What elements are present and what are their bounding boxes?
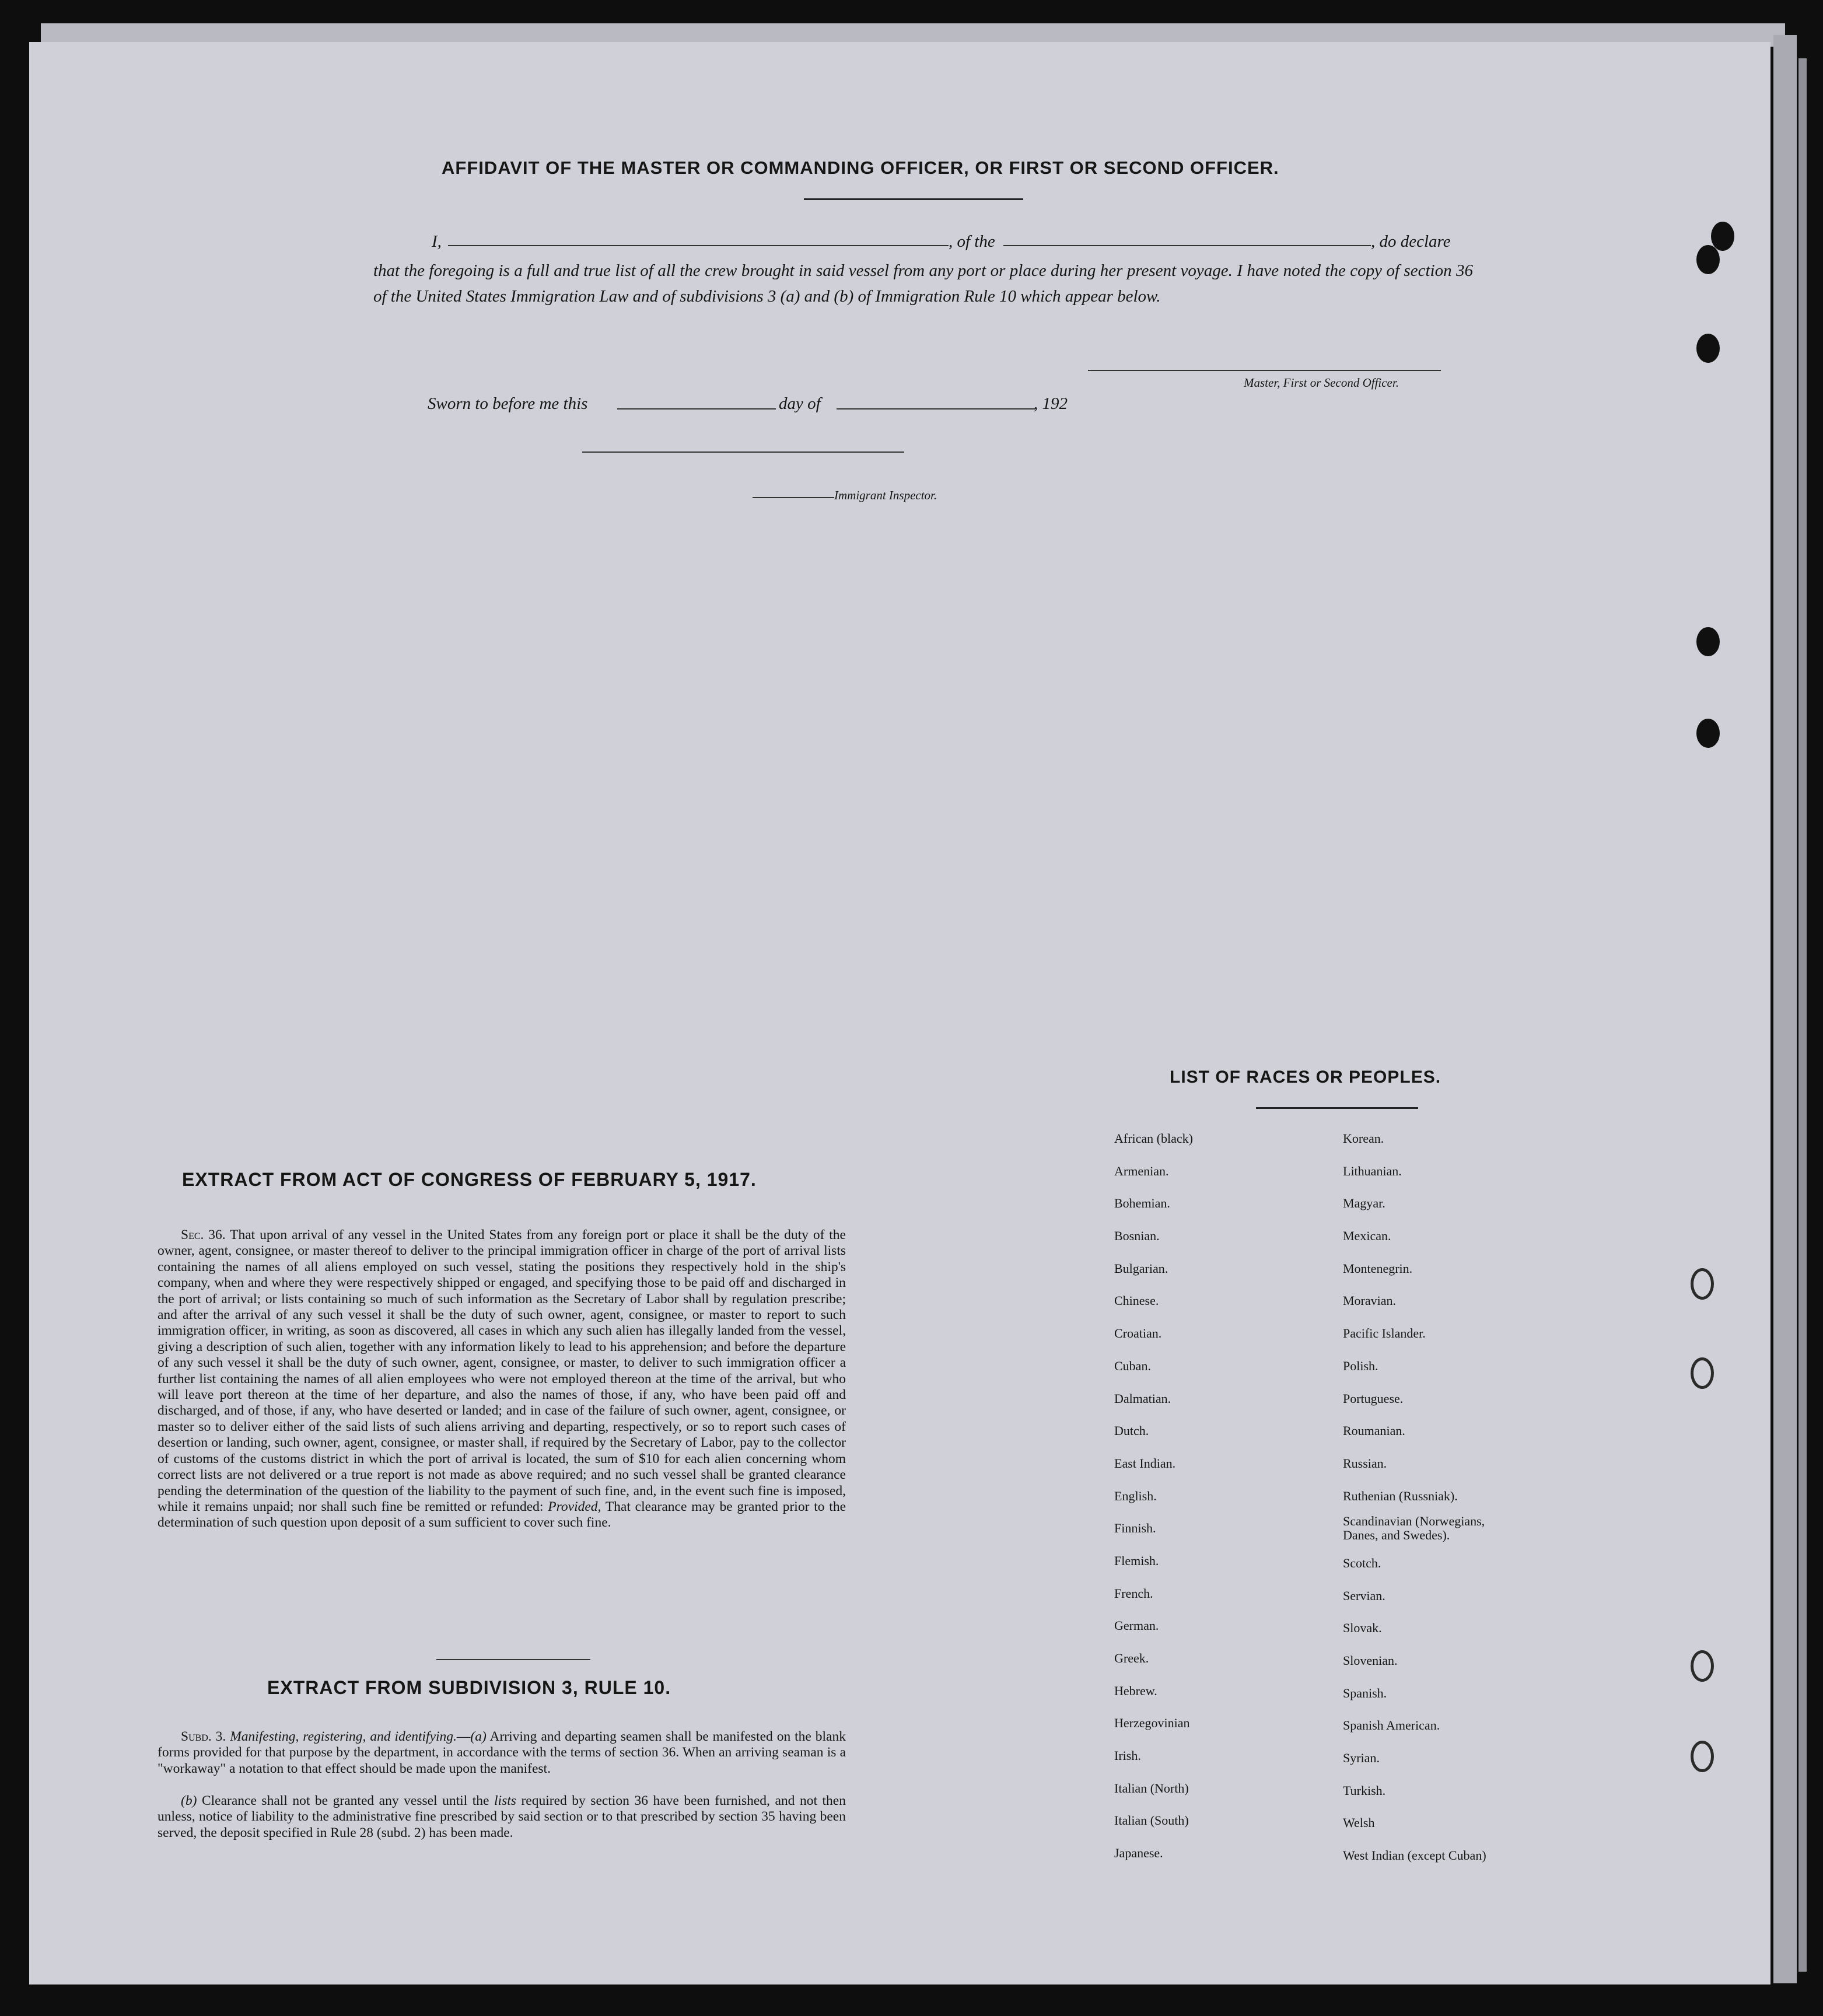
race-item: Chinese. — [1114, 1293, 1159, 1308]
race-item: Italian (South) — [1114, 1813, 1189, 1828]
race-item: Armenian. — [1114, 1163, 1169, 1178]
punch-hole — [1711, 222, 1734, 251]
race-item: Syrian. — [1343, 1751, 1380, 1766]
signature-label: Master, First or Second Officer. — [1244, 376, 1399, 390]
name-blank-line[interactable] — [448, 245, 949, 246]
proviso-text: That clearance may be granted prior to the determination of such question upon deposit of a sum sufficient to cover such fine. — [158, 1499, 846, 1531]
race-item: German. — [1114, 1618, 1159, 1633]
race-item: Scotch. — [1343, 1555, 1381, 1570]
para-a-text: Arriving and departing seamen shall be manifested on the blank forms provided for that purpose by the department, in accordance with the terms of section 36. When an arriving seaman is a "workaway" a notation to that effect should be made upon the manifest. — [158, 1729, 846, 1776]
subd-heading: Manifesting, registering, and identifying. — [230, 1729, 457, 1744]
rule-extract-title: EXTRACT FROM SUBDIVISION 3, RULE 10. — [267, 1677, 671, 1698]
para-a-marker: (a) — [470, 1729, 487, 1744]
race-item: Croatian. — [1114, 1326, 1162, 1341]
race-item: Welsh — [1343, 1815, 1375, 1831]
punch-hole — [1696, 627, 1720, 656]
race-item: Irish. — [1114, 1748, 1141, 1763]
inspector-signature-line[interactable] — [582, 452, 904, 453]
race-item: Spanish American. — [1343, 1718, 1440, 1733]
race-item: Portuguese. — [1343, 1391, 1404, 1406]
race-item: English. — [1114, 1488, 1157, 1503]
race-item: Hebrew. — [1114, 1683, 1157, 1698]
para-b-text-1: Clearance shall not be granted any vessel until the — [201, 1793, 489, 1808]
races-title: LIST OF RACES OR PEOPLES. — [1170, 1068, 1441, 1087]
race-item: East Indian. — [1114, 1455, 1176, 1471]
inspector-short-line[interactable] — [753, 497, 834, 498]
race-item: Russian. — [1343, 1455, 1387, 1471]
section-body: That upon arrival of any vessel in the United States from any foreign port or place it shall be the duty of the owner, agent, consignee, or master thereof to deliver to the principal immigration officer in charge of the port of arrival lists containing the names of all aliens employed on such vessel, stating the positions they respectively hold in the ship's company, when and where they were respectively shipped or engaged, and specifying those to be paid off and discharged in the port of arrival; or lists containing so much of such information as the Secretary of Labor shall by regulation prescribe; and after the arrival of any such vessel it shall be the duty of such owner, agent, consignee, or master to report to such immigration officer, in writing, as soon as discovered, all cases in which any such alien has illegally landed from the vessel, giving a description of such alien, together with any information likely to lead to his apprehension; and before the departure of any such vessel it shall be the duty of such owner, agent, consignee, or master, to deliver to such immigration officer a further list containing the names of all alien employees who were not employed thereon at the time of the arrival, but who will leave port thereon at the time of her departure, and also the names of those, if any, who have been paid off and discharged, and of those, if any, who have deserted or landed; and in case of the failure of such owner, agent, consignee, or master so to deliver either of the said lists of such aliens arriving and departing, respectively, or so to report such cases of desertion or landing, such owner, agent, consignee, or master shall, if required by the Secretary of Labor, pay to the collector of customs of the customs district in which the port of arrival is located, the sum of $10 for each alien concerning whom correct lists are not delivered or a true report is not made as above required; and no such vessel shall be granted clearance pending the determination of the question of the liability to the payment of such fine, and, in the event such fine is imposed, while it remains unpaid; nor shall such fine be remitted or refunded: — [158, 1227, 846, 1514]
race-item: Magyar. — [1343, 1196, 1385, 1211]
race-item: Korean. — [1343, 1131, 1384, 1146]
title-underline — [804, 198, 1023, 200]
race-item: Finnish. — [1114, 1521, 1156, 1536]
act-extract-title: EXTRACT FROM ACT OF CONGRESS OF FEBRUARY 5, 1917. — [182, 1169, 757, 1190]
do-declare-label: , do declare — [1371, 232, 1451, 251]
day-of-label: day of — [779, 394, 821, 413]
year-label: , 192 — [1034, 394, 1068, 413]
punch-hole-ring — [1691, 1650, 1714, 1682]
race-item: Bosnian. — [1114, 1228, 1160, 1244]
subdivision-para-a: Subd. 3. Manifesting, registering, and identifying.—(a) Arriving and departing seamen shall be manifested on the blank forms provided for that purpose by the department, in accordance with the terms of section 36. When an arriving seaman is a "workaway" a notation to that effect should be made upon the manifest. — [158, 1729, 846, 1776]
race-item: Dutch. — [1114, 1423, 1149, 1438]
affidavit-title: AFFIDAVIT OF THE MASTER OR COMMANDING OFFICER, OR FIRST OR SECOND OFFICER. — [442, 158, 1279, 178]
proviso-label: Provided, — [548, 1499, 601, 1514]
vessel-blank-line[interactable] — [1003, 245, 1371, 246]
race-item: Roumanian. — [1343, 1423, 1405, 1438]
race-item: Bohemian. — [1114, 1196, 1170, 1211]
race-item: Spanish. — [1343, 1685, 1387, 1700]
race-item: Turkish. — [1343, 1783, 1386, 1798]
races-underline — [1256, 1107, 1418, 1109]
race-item: Slovenian. — [1343, 1653, 1398, 1668]
race-item: French. — [1114, 1586, 1153, 1601]
para-b-marker: (b) — [181, 1793, 197, 1808]
race-item: Mexican. — [1343, 1228, 1391, 1244]
punch-hole-ring — [1691, 1268, 1714, 1300]
race-item: Scandinavian (Norwegians, Danes, and Swedes). — [1343, 1514, 1485, 1543]
declaration-text: that the foregoing is a full and true list of all the crew brought in said vessel from any port or place during her present voyage. I have noted the copy of section 36 of the United States Immigration Law and of subdivisions 3 (a) and (b) of Immigration Rule 10 which appear below. — [373, 261, 1473, 306]
race-item: Flemish. — [1114, 1553, 1159, 1568]
para-b-lists: lists — [494, 1793, 516, 1808]
race-item: Montenegrin. — [1343, 1261, 1413, 1276]
race-item: Slovak. — [1343, 1620, 1382, 1636]
race-item: Herzegovinian — [1114, 1716, 1190, 1731]
race-item: Servian. — [1343, 1588, 1385, 1603]
race-item: Pacific Islander. — [1343, 1326, 1426, 1341]
of-the-label: , of the — [949, 232, 995, 251]
race-item: West Indian (except Cuban) — [1343, 1848, 1486, 1863]
punch-hole-ring — [1691, 1357, 1714, 1389]
subd-label: Subd. 3. — [181, 1729, 226, 1744]
sworn-label: Sworn to before me this — [428, 394, 588, 413]
day-blank-line[interactable] — [617, 408, 776, 410]
punch-hole — [1696, 719, 1720, 748]
race-item: Moravian. — [1343, 1293, 1397, 1308]
stacked-page-edge — [1773, 35, 1797, 1983]
race-item: Italian (North) — [1114, 1780, 1189, 1796]
races-column-2 — [1343, 1122, 1512, 1872]
i-label: I, — [432, 232, 442, 251]
race-item: Dalmatian. — [1114, 1391, 1171, 1406]
punch-hole-ring — [1691, 1741, 1714, 1772]
document-page — [29, 42, 1770, 1985]
subdivision-para-b — [158, 1793, 846, 1841]
race-item: Polish. — [1343, 1358, 1378, 1373]
section-36-text — [158, 1227, 846, 1531]
section-label: Sec. 36. — [181, 1227, 226, 1242]
race-item: African (black) — [1114, 1131, 1193, 1146]
section-divider — [436, 1659, 590, 1660]
para-b-text-2: required by section 36 have been furnished, and not then unless, notice of liability to the administrative fine prescribed by said section or to that prescribed by section 35 having been served, the deposit specified in Rule 28 (subd. 2) has been made. — [158, 1793, 846, 1840]
race-item: Cuban. — [1114, 1358, 1151, 1373]
race-item: Greek. — [1114, 1651, 1149, 1665]
race-item: Japanese. — [1114, 1846, 1163, 1861]
punch-hole — [1696, 245, 1720, 274]
month-blank-line[interactable] — [837, 408, 1035, 410]
race-item: Bulgarian. — [1114, 1261, 1168, 1276]
races-column-1 — [1114, 1122, 1193, 1870]
stacked-page-edge-outer — [1798, 58, 1807, 1972]
signature-line[interactable] — [1088, 370, 1441, 371]
race-item: Lithuanian. — [1343, 1163, 1402, 1178]
punch-hole — [1696, 334, 1720, 363]
inspector-label: Immigrant Inspector. — [834, 488, 937, 502]
race-item: Ruthenian (Russniak). — [1343, 1488, 1458, 1503]
